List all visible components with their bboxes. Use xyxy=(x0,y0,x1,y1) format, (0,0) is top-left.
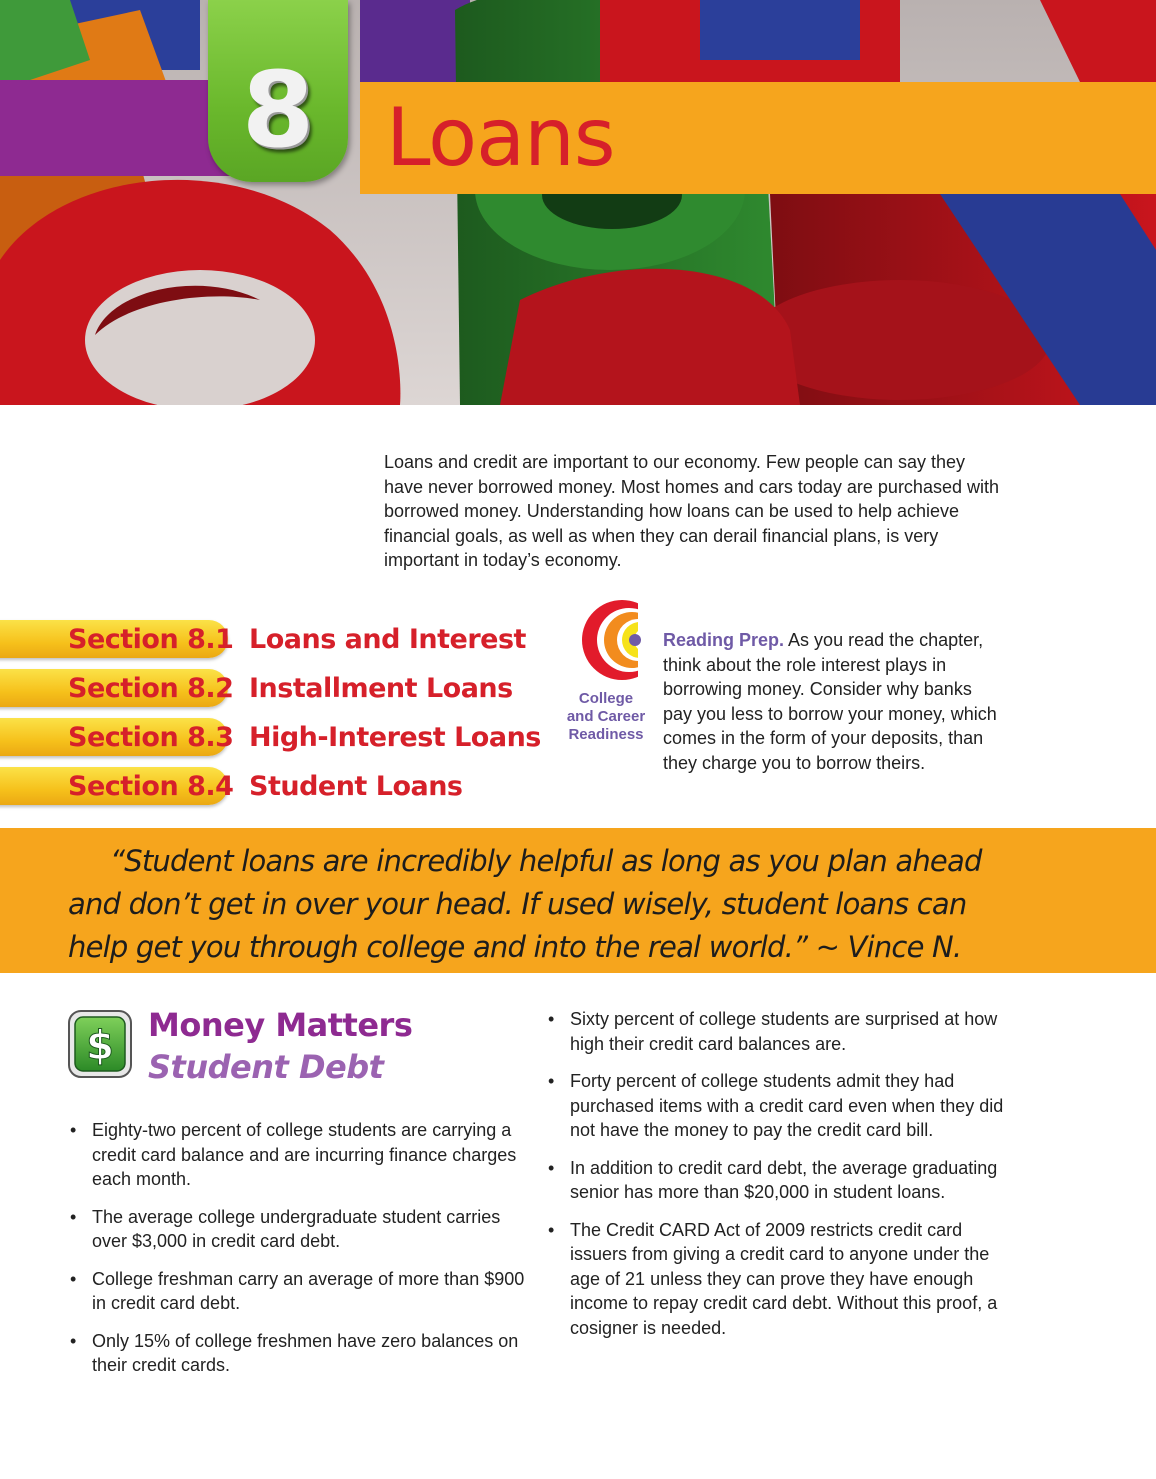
bullet-dot-icon xyxy=(628,633,642,647)
chapter-number: 8 xyxy=(241,49,315,171)
list-item: • In addition to credit card debt, the average graduating senior has more than $20,000 in student loans. xyxy=(548,1156,1008,1205)
list-item: • College freshman carry an average of more than $900 in credit card debt. xyxy=(70,1267,526,1316)
section-number: Section 8.2 xyxy=(68,673,234,704)
student-quote: “Student loans are incredibly helpful as long as you plan ahead and don’t get in over your head. If used wisely, student loans can help get you through college and into the real world.” ~ Vince N. xyxy=(68,844,982,964)
numbers-background-image xyxy=(0,0,1156,405)
chapter-banner xyxy=(0,0,1156,405)
svg-text:$: $ xyxy=(86,1023,114,1069)
reading-prep xyxy=(663,628,1003,775)
list-item: • The Credit CARD Act of 2009 restricts credit card issuers from giving a credit card to anyone under the age of 21 unless they can prove they have enough income to repay credit card debt. Without this proof, a cosigner is needed. xyxy=(548,1218,1008,1341)
section-number: Section 8.3 xyxy=(68,722,234,753)
section-number: Section 8.1 xyxy=(68,624,234,655)
money-matters-subheading: Student Debt xyxy=(148,1048,384,1086)
chapter-title: Loans xyxy=(386,91,615,184)
college-career-readiness-label xyxy=(554,690,658,744)
bullet-list-left xyxy=(70,1118,526,1391)
list-item: • The average college undergraduate student carries over $3,000 in credit card debt. xyxy=(70,1205,526,1254)
reading-prep-text: As you read the chapter, think about the role interest plays in borrowing money. Consider why banks pay you less to borrow your money, which comes in the form of your deposits, than they charge you to borrow theirs. xyxy=(663,630,997,773)
dollar-sign-icon xyxy=(68,1010,132,1078)
section-item-8-3[interactable] xyxy=(0,718,540,758)
ccr-line-2: and Career xyxy=(566,708,646,725)
money-matters-heading: Money Matters xyxy=(148,1006,413,1044)
section-number: Section 8.4 xyxy=(68,771,234,802)
section-title: Loans and Interest xyxy=(249,624,526,655)
section-item-8-1[interactable] xyxy=(0,620,540,660)
ccr-line-3: Readiness xyxy=(568,726,644,743)
section-title: Installment Loans xyxy=(249,673,513,704)
list-item: • Only 15% of college freshmen have zero balances on their credit cards. xyxy=(70,1329,526,1378)
list-item: • Forty percent of college students admit they had purchased items with a credit card even when they did not have the money to pay the credit card bill. xyxy=(548,1069,1008,1143)
section-title: High-Interest Loans xyxy=(249,722,541,753)
list-item: • Eighty-two percent of college students are carrying a credit card balance and are incurring finance charges each month. xyxy=(70,1118,526,1192)
reading-prep-lead: Reading Prep. xyxy=(663,630,785,650)
section-item-8-2[interactable] xyxy=(0,669,540,709)
section-title: Student Loans xyxy=(249,771,463,802)
ccr-line-1: College xyxy=(578,690,634,707)
bullet-list-right xyxy=(548,1007,1008,1353)
chapter-intro: Loans and credit are important to our economy. Few people can say they have never borrowed money. Most homes and cars today are purchased with borrowed money. Understanding how loans can be used to help achieve financial goals, as well as when they can derail financial plans, is very important in today’s economy. xyxy=(384,452,999,570)
section-item-8-4[interactable] xyxy=(0,767,540,807)
list-item: • Sixty percent of college students are surprised at how high their credit card balances are. xyxy=(548,1007,1008,1056)
